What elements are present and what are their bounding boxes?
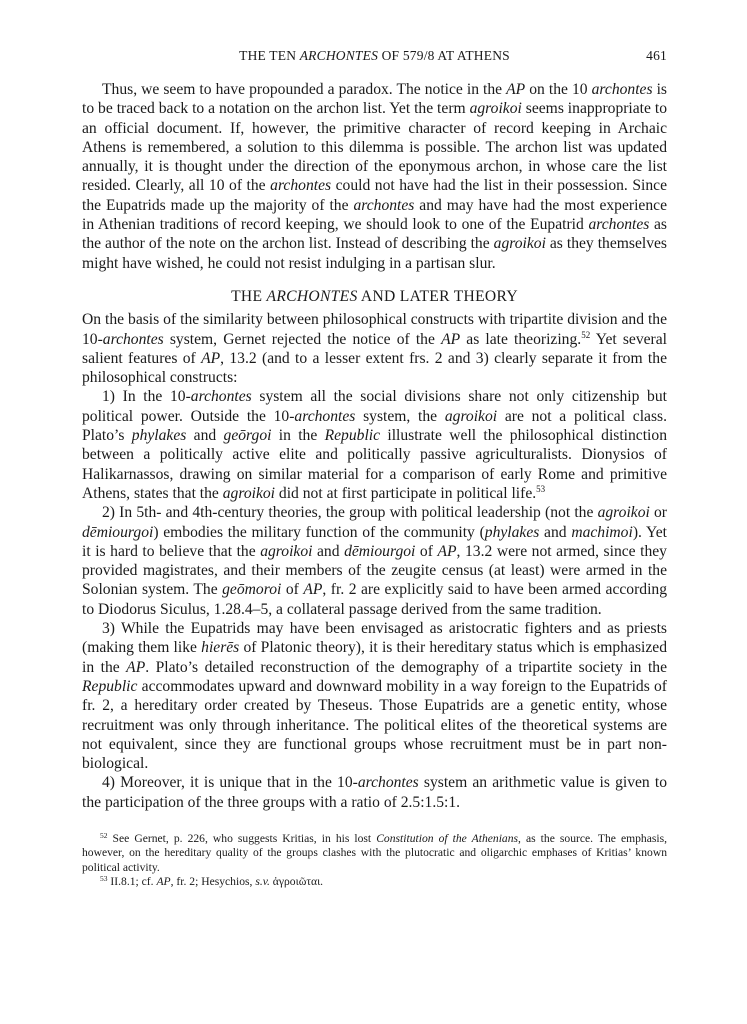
page	[82, 48, 667, 889]
running-header	[82, 48, 667, 70]
point-4: 4) Moreover, it is unique that in the 10-archontes system an arithmetic value is given to the participation of the three groups with a ratio of 2.5:1.5:1.	[82, 774, 668, 811]
point-2: 2) In 5th- and 4th-century theories, the group with political leadership (not the agroikoi or dēmiourgoi) embodies the military function of the community (phylakes and machimoi). Yet it is hard to believe that the agroikoi and dēmiourgoi of AP, 13.2 were not armed, since they provided magistrates, and their members of the zeugite census (at least) were armed in the Solonian system. The geōmoroi of AP, fr. 2 are explicitly said to have been armed according to Diodorus Siculus, 1.28.4–5, a collateral passage derived from the same tradition.	[82, 504, 668, 618]
section-heading: THE ARCHONTES AND LATER THEORY	[231, 287, 518, 305]
point-3: 3) While the Eupatrids may have been envisaged as aristocratic fighters and as priests (making them like hierēs of Platonic theory), it is their hereditary status which is emphasized in the AP. Plato’s detailed reconstruction of the demography of a tripartite society in the Republic accommodates upward and downward mobility in a way foreign to the Eupatrids of fr. 2, a hereditary order created by Theseus. Those Eupatrids are a genetic entity, whose recruitment was only through inheritance. The political elites of the theoretical systems are not equivalent, since they are functional groups whose recruitment must be in part non-biological.	[82, 620, 667, 773]
running-title: THE TEN ARCHONTES OF 579/8 AT ATHENS	[239, 48, 510, 63]
paragraph-paradox: Thus, we seem to have propounded a paradox. The notice in the AP on the 10 archontes is to be traced back to a notation on the archon list. Yet the term agroikoi seems inappropriate to an official document. If, however, the primitive character of record keeping in Archaic Athens is remembered, a solution to this dilemma is possible. The archon list was updated annually, it is thought under the direction of the eponymous archon, in whose care the list resided. Clearly, all 10 of the archontes could not have had the list in their possession. Since the Eupatrids made up the majority of the archontes and may have had the most experience in Athenian traditions of record keeping, we should look to one of the Eupatrid archontes as the author of the note on the archon list. Instead of describing the agroikoi as they themselves might have wished, he could not resist indulging in a partisan slur.	[82, 81, 668, 272]
point-1: 1) In the 10-archontes system all the social divisions share not only citizenship but political power. Outside the 10-archontes system, the agroikoi are not a political class. Plato’s phylakes and geōrgoi in the Republic illustrate well the philosophical distinction between a politically active elite and politically passive agriculturalists. Dionysios of Halikarnassos, drawing on similar material for a comparison of early Rome and primitive Athens, states that the agroikoi did not at first participate in political life.$^{53}$	[82, 388, 668, 502]
footnote-52: $^{52}$ See Gernet, p. 226, who suggests Kritias, in his lost Constitution of the Athenians, as the source. The emphasis, however, on the hereditary quality of the groups clashes with the plutocratic and oligarchic emphases of Kritias’ known political activity.	[82, 830, 668, 874]
page-number: 461	[646, 48, 667, 63]
body-text	[82, 80, 667, 812]
section-intro: On the basis of the similarity between philosophical constructs with tripartite division and the 10-archontes system, Gernet rejected the notice of the AP as late theorizing.$^{52}$ Yet several salient features of AP, 13.2 (and to a lesser extent frs. 2 and 3) clearly separate it from the philosophical constructs:	[82, 311, 668, 387]
footnotes	[82, 832, 667, 889]
footnote-53: $^{53}$ II.8.1; cf. AP, fr. 2; Hesychios, s.v. ἀγροιῶται.	[100, 873, 324, 888]
